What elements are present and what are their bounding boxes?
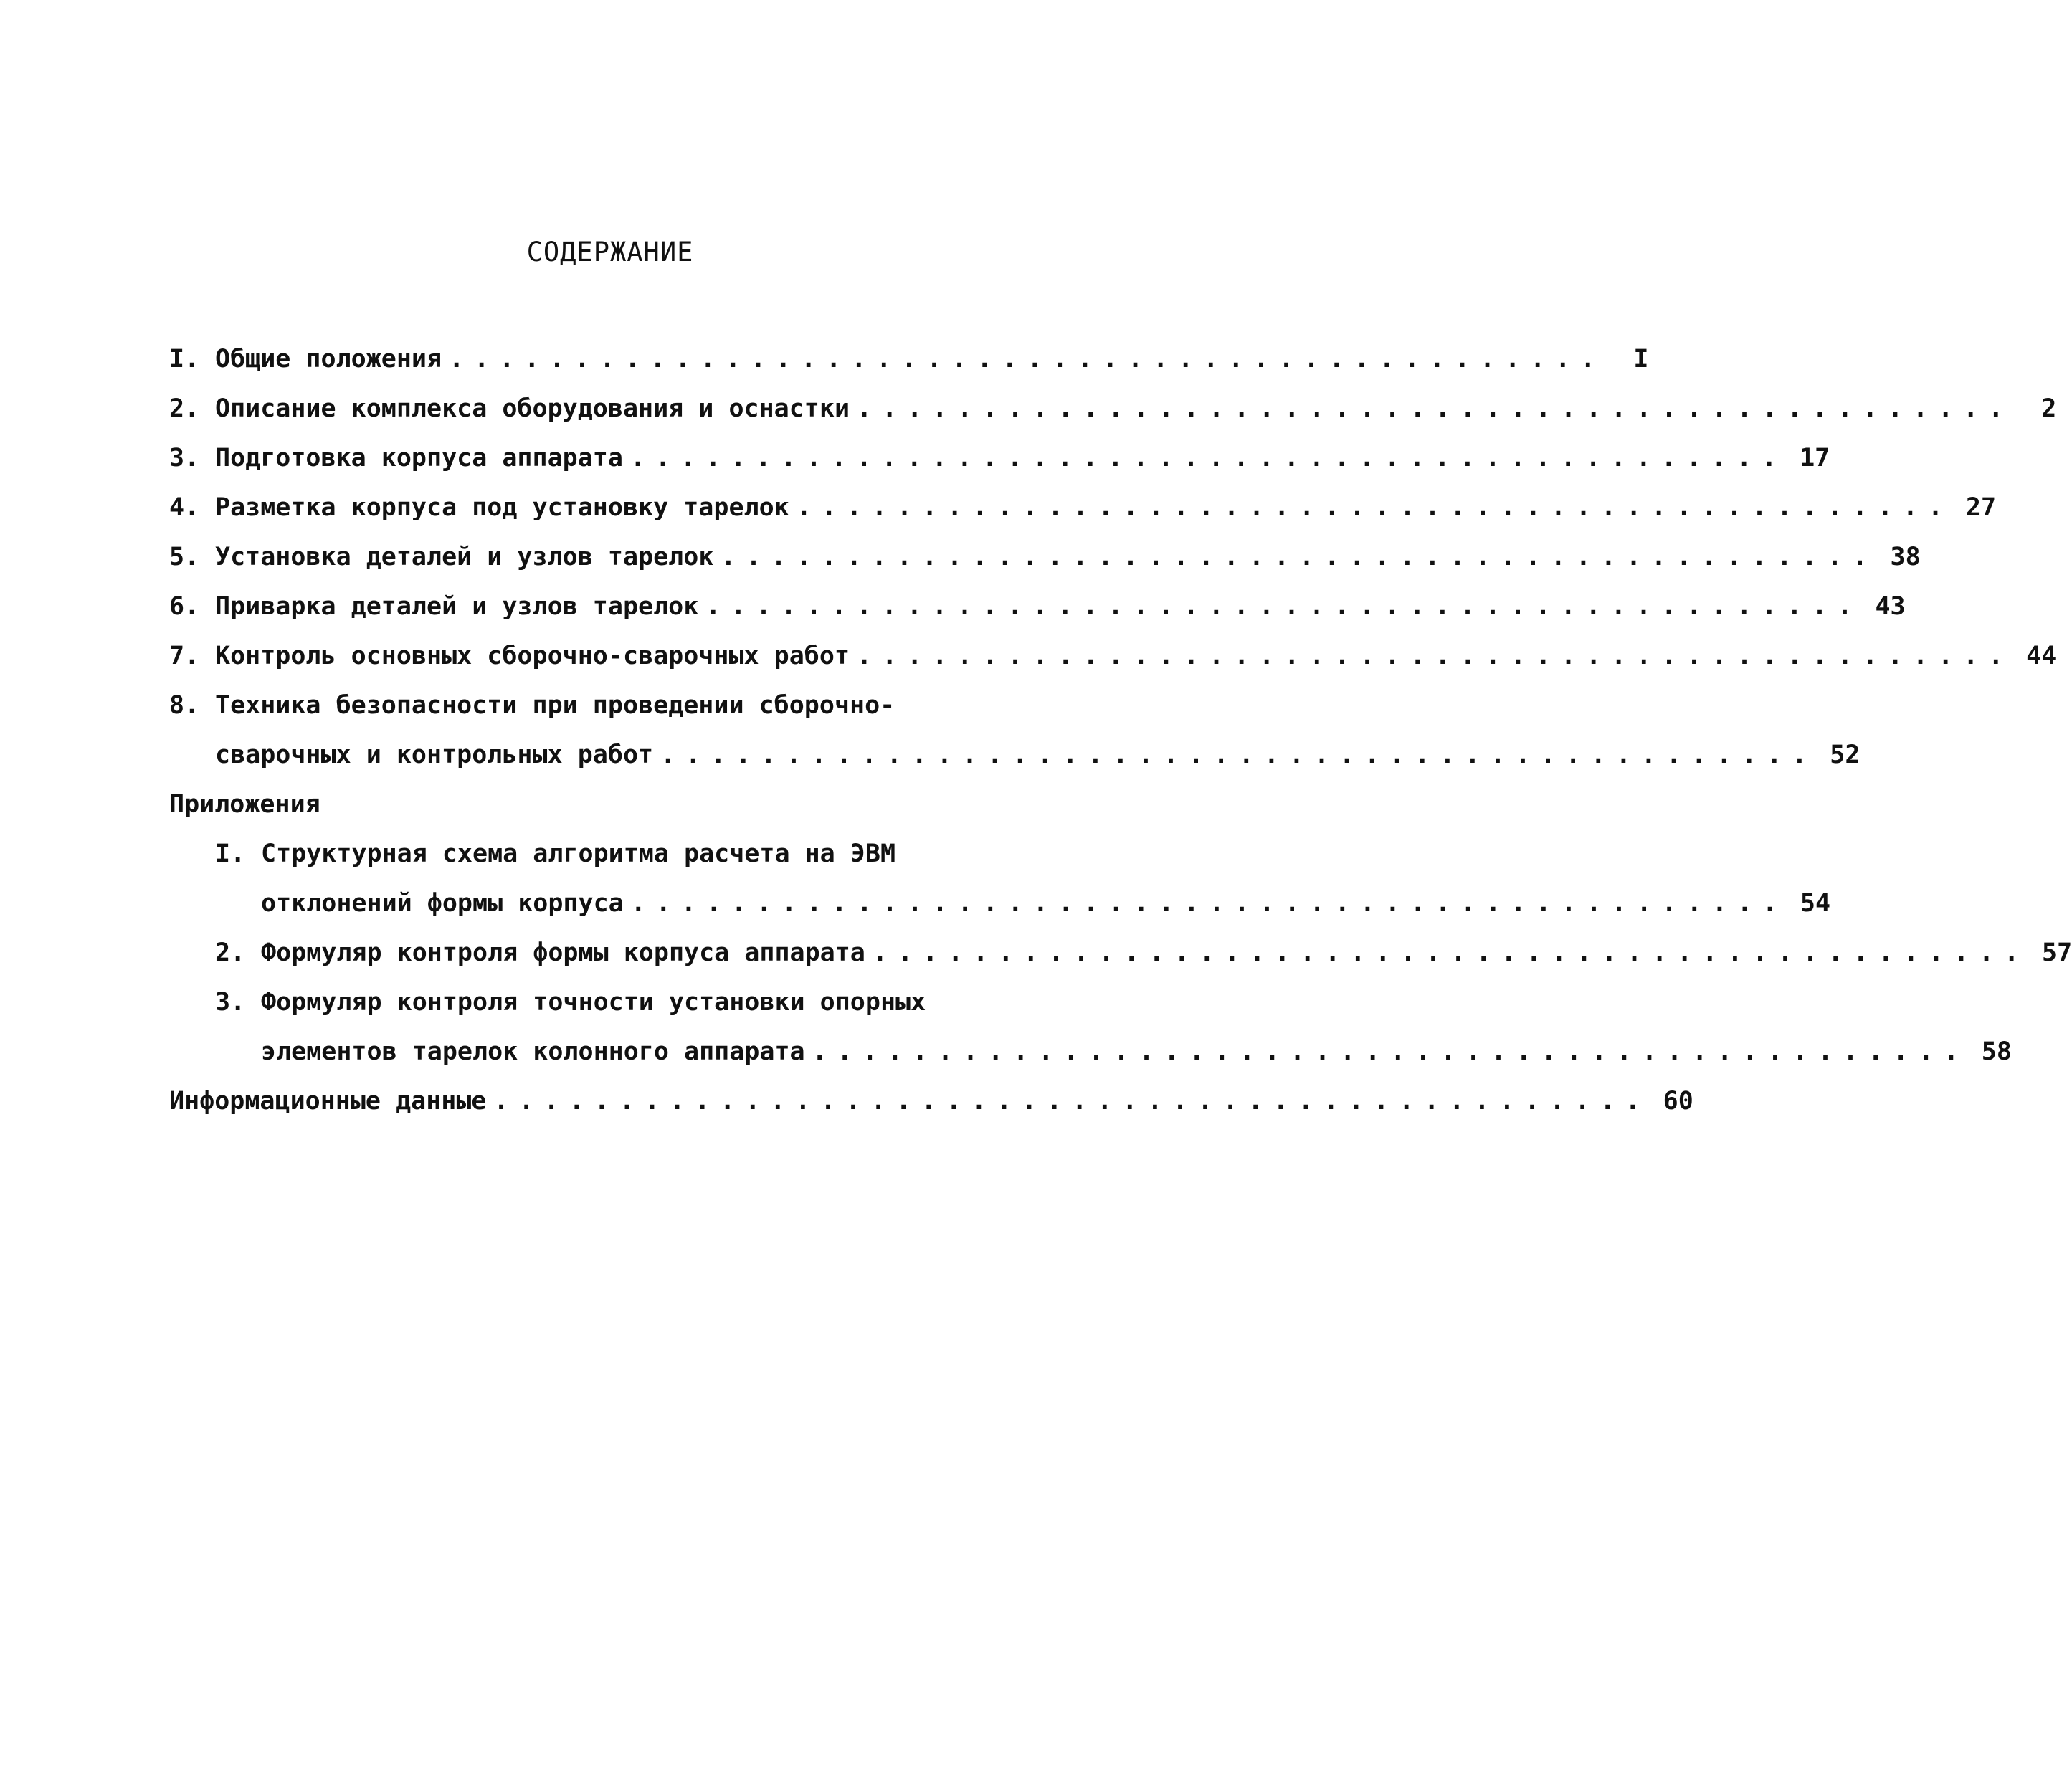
toc-entry-continuation[interactable]	[215, 738, 1860, 771]
dot-leader: ..............................................	[705, 592, 1863, 621]
dot-leader: ..............................................	[812, 1037, 1969, 1066]
info-entry-page: 60	[1663, 1087, 1693, 1116]
appendix-entry-title-continued: отклонений формы корпуса	[261, 889, 624, 918]
appendix-entry-page: 57	[2042, 938, 2072, 967]
toc-entry-title: Приварка деталей и узлов тарелок	[215, 592, 699, 621]
appendix-entry-title: Формуляр контроля формы корпуса аппарата	[261, 938, 865, 967]
appendix-entry-title: Формуляр контроля точности установки опорных	[261, 988, 926, 1017]
toc-entry-number: 2.	[169, 394, 200, 423]
appendix-entry-continuation[interactable]	[261, 887, 1831, 920]
appendix-entry-page: 54	[1800, 889, 1831, 918]
appendix-heading: Приложения	[169, 790, 320, 819]
dot-leader: ..............................................	[449, 345, 1606, 374]
toc-entry-page: 52	[1830, 741, 1860, 769]
toc-entry[interactable]	[169, 442, 1830, 475]
info-entry-title: Информационные данные	[169, 1087, 487, 1116]
toc-entry-title: Разметка корпуса под установку тарелок	[215, 493, 789, 522]
toc-entry-title: Установка деталей и узлов тарелок	[215, 543, 714, 571]
toc-entry-number: I.	[169, 345, 200, 374]
dot-leader: ..............................................	[857, 394, 2014, 423]
dot-leader: ..............................................	[630, 889, 1788, 918]
dot-leader: ..............................................	[721, 543, 1878, 571]
toc-entry-number: 4.	[169, 493, 200, 522]
appendix-entry-title: Структурная схема алгоритма расчета на ЭВМ	[261, 840, 896, 868]
info-entry[interactable]	[169, 1085, 1693, 1118]
appendix-entry-title-continued: элементов тарелок колонного аппарата	[261, 1037, 805, 1066]
toc-entry-page: 17	[1800, 444, 1830, 472]
toc-entry-page: 38	[1890, 543, 1921, 571]
toc-entry-page: I	[1633, 345, 1649, 374]
appendix-entry-number: 2.	[215, 938, 246, 967]
toc-entry-title: Контроль основных сборочно-сварочных работ	[215, 642, 850, 670]
dot-leader: ..............................................	[493, 1087, 1650, 1116]
toc-entry-number: 8.	[169, 691, 200, 720]
toc-entry-title: Описание комплекса оборудования и оснастки	[215, 394, 850, 423]
toc-entry-page: 44	[2026, 642, 2057, 670]
appendix-entry-number: I.	[215, 840, 246, 868]
toc-entry-number: 6.	[169, 592, 200, 621]
toc-entry-title: Подготовка корпуса аппарата	[215, 444, 623, 472]
toc-entry-number: 7.	[169, 642, 200, 670]
toc-entry[interactable]	[169, 343, 1649, 376]
page-title: СОДЕРЖАНИЕ	[526, 237, 694, 267]
appendix-entry-continuation[interactable]	[261, 1035, 2012, 1068]
toc-entry[interactable]	[169, 689, 1011, 722]
toc-entry-title: Общие положения	[215, 345, 442, 374]
toc-entry[interactable]	[169, 392, 2057, 425]
dot-leader: ..............................................	[872, 938, 2030, 967]
toc-entry-page: 43	[1875, 592, 1906, 621]
toc-entry-title: Техника безопасности при проведении сборочно-	[215, 691, 895, 720]
appendix-entry[interactable]	[215, 837, 1011, 870]
appendix-entry-number: 3.	[215, 988, 246, 1017]
dot-leader: ..............................................	[629, 444, 1787, 472]
toc-entry-page: 27	[1965, 493, 1997, 522]
appendix-entry[interactable]	[215, 936, 2072, 969]
toc-entry[interactable]	[169, 541, 1921, 574]
toc-entry[interactable]	[169, 590, 1906, 623]
toc-entry-page: 2	[2041, 394, 2057, 423]
dot-leader: ..............................................	[796, 493, 1954, 522]
dot-leader: ..............................................	[660, 741, 1817, 769]
dot-leader: ..............................................	[857, 642, 2014, 670]
toc-entry[interactable]	[169, 640, 2057, 672]
toc-entry[interactable]	[169, 491, 1997, 524]
appendix-entry[interactable]	[215, 986, 1011, 1019]
toc-entry-title-continued: сварочных и контрольных работ	[215, 741, 654, 769]
toc-entry-number: 3.	[169, 444, 200, 472]
appendix-entry-page: 58	[1981, 1037, 2012, 1066]
toc-entry-number: 5.	[169, 543, 200, 571]
